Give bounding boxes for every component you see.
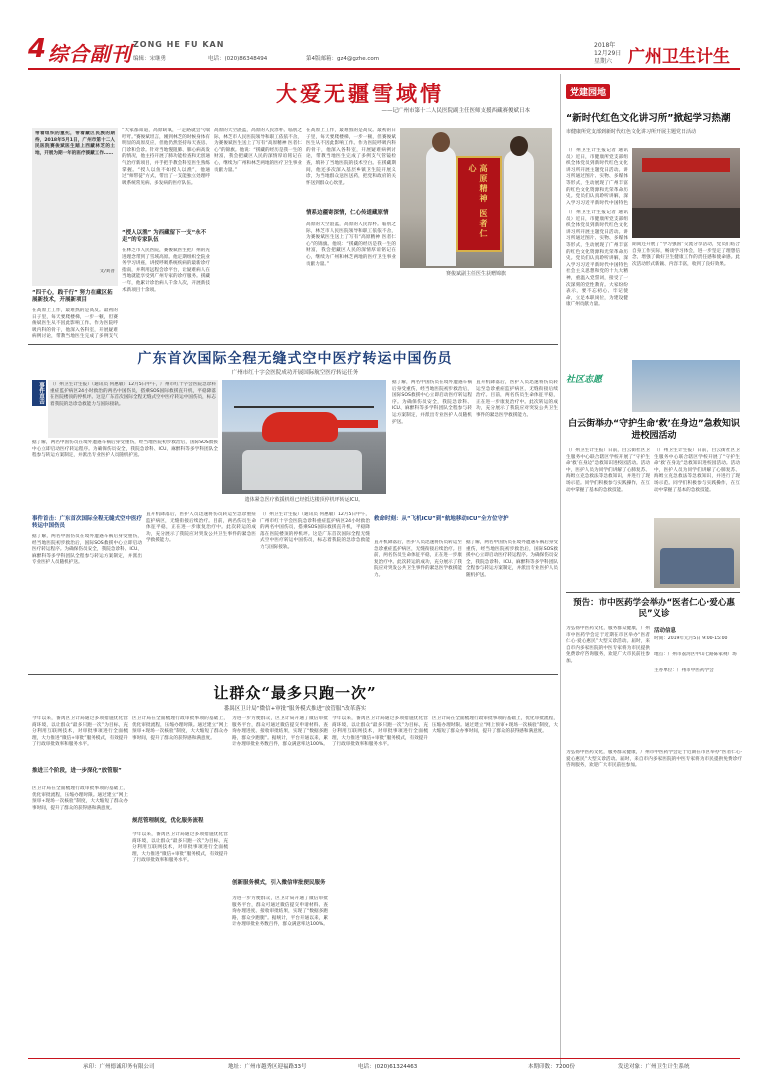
email-credit: 第4版邮箱：gz4@gzhe.com: [306, 56, 380, 62]
air-body-col3: 据了解，两名中国伤员在境外遭遇车祸后身受重伤，经当地医院初步救治后，国际SOS救援中心立即启动医疗转运程序。为确保伤员安全，我院急诊科、ICU、麻醉科等多学科团队全程参与转运方案制定，并派出专业医护人员随机护送。: [392, 380, 472, 425]
right-column-rule: [560, 74, 561, 1064]
bottom-body-2b: 今年以来，番禺区卫计局通过多项措施优化营商环境，以让群众“最多只跑一次”为目标，充分利用互联网技术，对审批事项进行全面梳理，大力推进“微信+审批”服务模式，有效提升了行政审批效率和服务水平。: [132, 832, 228, 864]
air-heading-2: 救命时刻：从“飞机ICU”到“航地移动ICU”全方位守护: [374, 516, 509, 522]
lead-body-1: 在高原上工作，最难熬的是高反。最初的日子里，每天要爬楼梯，一步一顿，但赛俊斌医生从不因此影响工作。作为医院呼吸内科的骨干，他深入各科室，开展疑难病例讨论，带教当地医生完成了多例支气: [32, 308, 118, 340]
air-lead: （广州卫生计生报）（通讯员 何惠敏）12月5日中午，广州市红十字会医院急诊科重症监护病区24小时救治的两名中国伤员，搭乘SOS国际救援直升机，平稳降落在医院楼顶的停机坪。这是广东首次国际全程无缝式空中医疗转运中国伤员，标志着我院的急诊急救能力与国际接轨。: [50, 382, 216, 407]
volunteer-body-2: （广州卫生计生报）日前，白云街社区卫生服务中心联合辖区学校开展了“守护生命‘救’在身边”急救知识进校园活动。活动中，医护人员为同学们讲解了心肺复苏、海姆立克急救法等急救知识，并进行了现场示范。同学们积极参与实践操作，在互动中掌握了基本的急救技能。: [654, 448, 740, 493]
volunteer-body: （广州卫生计生报）日前，白云街社区卫生服务中心联合辖区学校开展了“守护生命‘救’在身边”急救知识进校园活动。活动中，医护人员为同学们讲解了心肺复苏、海姆立克急救法等急救知识，并进行了现场示范。同学们积极参与实践操作，在互动中掌握了基本的急救技能。: [566, 448, 650, 493]
section-name: 综合副刊: [48, 42, 132, 66]
footer-publisher: 承印：广州德诚印务有限公司: [83, 1064, 155, 1070]
volunteer-title: 白云街举办“守护生命‘救’在身边”急救知识进校园活动: [568, 419, 740, 441]
phone-credit: 电话：(020)86348494: [208, 56, 268, 62]
divider-bottom: [28, 674, 558, 675]
party-photo: [632, 148, 740, 238]
notice-org: 主办单位：广州市中医药学会: [654, 668, 714, 673]
lead-body-6: 高原的天空湛蓝，高原的人民淳朴。临别之际，林芝市人民医院领导和职工依依不舍，为赛俊斌医生送上了写有“高原精神 医者仁心”的锦旗。他说：“援藏的经历是我一生的财富，我会把藏区人民的深情厚谊铭记在心，继续为广州和林芝两地的医疗卫生事业贡献力量。”: [306, 222, 396, 267]
helicopter-body: [262, 412, 338, 442]
helicopter-tail: [330, 420, 378, 428]
bottom-body-1b: 区卫计局在全面梳理行政审批事项的基础上，优化审批流程，压缩办理时限。通过建立“网上预审+现场一次核验”制度，大大缩短了群众办事时间，提升了群众的获得感和满意度。: [32, 786, 128, 811]
helicopter-photo: [222, 380, 386, 494]
volunteer-photo-bottom: [654, 518, 740, 588]
divider-volunteer: [566, 592, 740, 593]
air-body-b: 直升机降落后，医护人员迅速将伤员转运至急诊重症监护病区，无缝衔接后续治疗。目前，两名伤员生命体征平稳，正在进一步康复治疗中。此次转运的成功，充分展示了我院应对突发公共卫生事件的紧急医学救援能力。: [146, 512, 256, 544]
footer-price: 本期印数：7200份: [528, 1064, 575, 1070]
notice-title: 预告：市中医药学会举办“医者仁心·爱心惠民”义诊: [573, 598, 735, 619]
date-day: 12月29日: [594, 50, 622, 57]
lead-title: 大爱无疆雪域情: [276, 81, 444, 106]
bottom-heading-2: 规范管理制度，优化服务流程: [132, 818, 204, 824]
doctor-head-right: [510, 136, 528, 156]
volunteer-tag: 社区志愿: [566, 375, 603, 385]
party-photo-banner: [642, 158, 730, 172]
doctor-figure-left: [426, 146, 456, 266]
notice-body: 为弘扬中医药文化，服务群众健康，广州市中医药学会定于近期在市区举办“医者仁心·爱心惠民”大型义诊活动。届时，来自市内多家医院的中医专家将为市民提供免费诊疗咨询服务，欢迎广大市民前往参加。: [566, 626, 650, 664]
paper-name: 广州卫生计生: [628, 47, 730, 67]
air-body-a: 据了解，两名中国伤员在境外遭遇车祸后身受重伤，经当地医院初步救治后，国际SOS救援中心立即启动医疗转运程序。为确保伤员安全，我院急诊科、ICU、麻醉科等多学科团队全程参与转运方案制定，并派出专业医护人员随机护送。: [32, 534, 142, 566]
party-body-cont: （广州卫生计生报记者 通讯员）近日，市健康所党支部组织全体党员到新时代红色文化讲习所开展主题党日活动。讲习所通过图片、实物、多媒体等形式，生动展现了广州丰富的红色文化资源和光荣革命历史。党员们认真聆听讲解，深入学习习近平新时代中国特色社会主义思想和党的十九大精神，重温入党誓词，接受了一次深刻的党性教育。大家纷纷表示，要不忘初心、牢记使命，立足本职岗位，为建设健康广州贡献力量。: [566, 210, 628, 308]
bottom-body-5: 区卫计局在全面梳理行政审批事项的基础上，优化审批流程，压缩办理时限。通过建立“网上预审+现场一次核验”制度，大大缩短了群众办事时间，提升了群众的获得感和满意度。: [432, 716, 558, 735]
weekday: 星期六: [594, 58, 613, 65]
footer-rule: [28, 1058, 740, 1059]
notice-body-2: 为弘扬中医药文化，服务群众健康，广州市中医药学会定于近期在市区举办“医者仁心·爱心惠民”大型义诊活动。届时，来自市内多家医院的中医专家将为市民提供免费诊疗咨询服务，欢迎广大市民前往参加。: [566, 750, 742, 769]
volunteer-photo-top: [632, 360, 740, 412]
party-body: （广州卫生计生报记者 通讯员）近日，市健康所党支部组织全体党员到新时代红色文化讲习所开展主题党日活动。讲习所通过图片、实物、多媒体等形式，生动展现了广州丰富的红色文化资源和光荣革命历史。党员们认真聆听讲解，深入学习习近平新时代中国特色: [566, 148, 628, 206]
air-body-col4: 直升机降落后，医护人员迅速将伤员转运至急诊重症监护病区，无缝衔接后续治疗。目前，两名伤员生命体征平稳，正在进一步康复治疗中。此次转运的成功，充分展示了我院应对突发公共卫生事件的紧急医学救援能力。: [476, 380, 558, 418]
footer-issued: 发送对象：广州卫生计生系统: [618, 1064, 690, 1070]
air-body-d: 直升机降落后，医护人员迅速将伤员转运至急诊重症监护病区，无缝衔接后续治疗。目前，两名伤员生命体征平稳，正在进一步康复治疗中。此次转运的成功，充分展示了我院应对突发公共卫生事件的紧急医学救援能力。: [374, 540, 462, 578]
bottom-title: 让群众“最多只跑一次”: [213, 684, 377, 702]
air-title: 广东首次国际全程无缝式空中医疗转运中国伤员: [137, 351, 453, 367]
bottom-heading-1: 推进三个阶段，进一步深化“放管服”: [32, 768, 122, 774]
lead-subtitle: ——记广州市第十二人民医院副主任医师支援西藏赛俊斌日本: [381, 108, 530, 114]
lead-body-3: 在林芝市人民医院，赛俊斌医生把广州的先进理念带到了雪域高原。他定期组织全院业务学习讲座，讲授呼吸系统疾病的最新诊疗指南，并利用远程会诊平台，让疑难病人在当地就能享受到广州专家的诊疗服务。援藏一年，他累计诊治病人千余人次，开展新技术新项目十余项。: [122, 248, 210, 293]
doctor-figure-right: [504, 150, 534, 266]
bottom-subtitle: 番禺区卫计局“微信+审批”服务模式推进“放管服”改革落实: [223, 706, 367, 712]
lead-heading-2: “授人以渔” 为西藏留下一支“永不走”的专家队伍: [122, 230, 207, 243]
lead-photo: [400, 128, 552, 268]
masthead: [28, 34, 740, 68]
footer: [28, 1062, 740, 1072]
date-year: 2018年: [594, 42, 616, 49]
party-tag: 党建园地: [566, 84, 610, 99]
divider-lead: [28, 344, 558, 345]
honor-banner: [456, 156, 502, 252]
section-pinyin: ZONG HE FU KAN: [133, 40, 225, 49]
masthead-rule: [28, 68, 740, 70]
notice-place: 地点：广州市荔湾区中山七路陈家祠广场: [654, 652, 737, 657]
lead-heading-3: 情系边疆寄深情，仁心传道藏原情: [306, 210, 389, 216]
lead-body-4: 高原的天空湛蓝，高原的人民淳朴。临别之际，林芝市人民医院领导和职工依依不舍，为赛俊斌医生送上了写有“高原精神 医者仁心”的锦旗。他说：“援藏的经历是我一生的财富，我会把藏区人民的深情厚谊铭记在心，继续为广州和林芝两地的医疗卫生事业贡献力量。”: [214, 128, 302, 173]
lead-body-2: “大家都知道，高原缺氧，一走路就会气喘吁吁。”赛俊斌坦言，刚到林芝的时候身体有明显的高原反应，但他仍然坚持每天查房、门诊和会诊。针对当地慢阻肺、肺心病高发的情况，他主持开展了肺功能检查和无创通气治疗新项目，并手把手教会科室医生熟练掌握。“授人以鱼不如授人以渔”，他通过“师带徒”方式，带出了一支能独立处理呼吸系统常见病、多发病的医疗队伍。: [122, 128, 210, 186]
bottom-heading-3: 创新服务模式，引入微信审批便民服务: [232, 880, 326, 886]
helicopter-rotor: [234, 406, 374, 408]
air-lead-2: 据了解，两名中国伤员在境外遭遇车祸后身受重伤，经当地医院初步救治后，国际SOS救援中心立即启动医疗转运程序。为确保伤员安全，我院急诊科、ICU、麻醉科等多学科团队全程参与转运方案制定，并派出专业医护人员随机护送。: [32, 440, 218, 459]
air-body-e: 据了解，两名中国伤员在境外遭遇车祸后身受重伤，经当地医院初步救治后，国际SOS救援中心立即启动医疗转运程序。为确保伤员安全，我院急诊科、ICU、麻醉科等多学科团队全程参与转运方案制定，并派出专业医护人员随机护送。: [466, 540, 558, 578]
lead-heading-1: “四千心，践千行” 努力在藏区拓展新技术，开展新项目: [32, 290, 113, 303]
helicopter-caption: 遗体紧急医疗救援机组已经抵达楼顶停机坪转运ICU。: [244, 497, 364, 503]
honor-banner-text: 高原精神 医者仁心: [468, 164, 489, 239]
page-number: 4: [28, 34, 47, 64]
bottom-body-1: 今年以来，番禺区卫计局通过多项措施优化营商环境，以让群众“最多只跑一次”为目标，充分利用互联网技术，对审批事项进行全面梳理，大力推进“微信+审批”服务模式，有效提升了行政审批效率和服务水平。: [32, 716, 128, 748]
party-title: “新时代红色文化讲习所”掀起学习热潮: [566, 113, 731, 124]
notice-time: 时间：2019年元月5日 9:00-15:00: [654, 636, 728, 641]
party-subtitle: 市健康所党支部到新时代红色文化讲习所开展主题党日活动: [566, 129, 697, 135]
editor-credit: 编辑：宋继勇: [133, 56, 167, 62]
medics-group: [242, 450, 362, 490]
lead-photo-caption: 赛俊斌副主任医生获赠锦旗: [445, 271, 506, 277]
students-group: [660, 548, 734, 584]
bottom-body-2: 区卫计局在全面梳理行政审批事项的基础上，优化审批流程，压缩办理时限。通过建立“网上预审+现场一次核验”制度，大大缩短了群众办事时间，提升了群众的获得感和满意度。: [132, 716, 228, 741]
doctor-head-left: [432, 132, 450, 152]
air-lead-box: [48, 380, 218, 438]
lead-intro: 带着组织的重托，带着藏区民族的期待，2018年5月1日，广州市第十二人民医院赛俊斌医生踏上西藏林芝的土地，开展为期一年的医疗援藏工作……: [35, 131, 115, 156]
bottom-body-3b: 为进一步方便群众，区卫计局开通了微信审批服务平台，群众可通过微信提交申请材料、查询办理进度、接收审批结果，实现了“数据多跑路，群众少跑腿”。据统计，平台开通以来，累计办理审批业务数百件，群众满意率达100%。: [232, 896, 328, 928]
lead-intro-box: [32, 128, 118, 286]
air-subtitle: 广州市红十字会医院成功开展国际航空医疗转运任务: [231, 370, 359, 376]
air-body-c: （广州卫生计生报）（通讯员 何惠敏）12月5日中午，广州市红十字会医院急诊科重症监护病区24小时救治的两名中国伤员，搭乘SOS国际救援直升机，平稳降落在医院楼顶的停机坪。这是广东首次国际全程无缝式空中医疗转运中国伤员，标志着我院的急诊急救能力与国际接轨。: [260, 512, 370, 550]
air-tag: 事件直击: [32, 380, 46, 406]
notice-info-head: 活动信息: [654, 628, 677, 634]
lead-byline: 文/刘普: [99, 269, 115, 274]
bottom-body-4: 今年以来，番禺区卫计局通过多项措施优化营商环境，以让群众“最多只跑一次”为目标，充分利用互联网技术，对审批事项进行全面梳理，大力推进“微信+审批”服务模式，有效提升了行政审批效率和服务水平。: [332, 716, 428, 748]
bottom-body-3: 为进一步方便群众，区卫计局开通了微信审批服务平台，群众可通过微信提交申请材料、查询办理进度、接收审批结果，实现了“数据多跑路，群众少跑腿”。据统计，平台开通以来，累计办理审批业务数百件，群众满意率达100%。: [232, 716, 328, 748]
lead-body-5: 在高原上工作，最难熬的是高反。最初的日子里，每天要爬楼梯，一步一顿，但赛俊斌医生从不因此影响工作。作为医院呼吸内科的骨干，他深入各科室，开展疑难病例讨论，带教当地医生完成了多例支气管镜检查，填补了当地医院的技术空白。在援藏期间，他还多次深入基层乡镇卫生院开展义诊，为当地群众送医送药，把党和政府的关怀送到群众心坎里。: [306, 128, 396, 186]
party-body-2: 期间还开展了“学习强国”交流分享活动，党员们结合自身工作实际，畅谈学习体会，进一步坚定了理想信念，增强了做好卫生健康工作的责任感和使命感。此次活动形式新颖、内容丰富，收到了良好效果。: [632, 242, 740, 267]
air-heading-1: 事件首击：广东首次国际全程无缝式空中医疗转运中国伤员: [32, 516, 143, 529]
footer-address: 地址：广州市越秀区迎福路33号: [228, 1064, 307, 1070]
party-photo-crowd: [632, 208, 740, 238]
footer-phone: 电话：(020)61324463: [358, 1064, 418, 1070]
